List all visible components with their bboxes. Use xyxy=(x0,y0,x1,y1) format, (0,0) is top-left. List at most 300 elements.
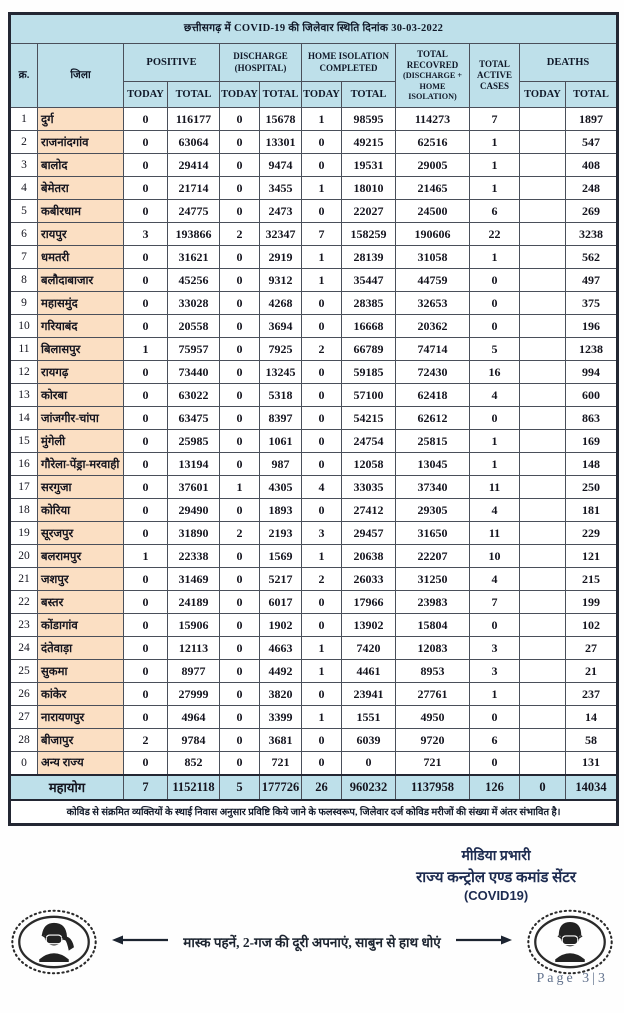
value-cell: 408 xyxy=(566,154,618,177)
value-cell: 0 xyxy=(124,315,168,338)
value-cell: 1061 xyxy=(260,430,302,453)
value-cell xyxy=(520,683,566,706)
value-cell: 3455 xyxy=(260,177,302,200)
value-cell: 131 xyxy=(566,752,618,775)
value-cell: 181 xyxy=(566,499,618,522)
value-cell: 9720 xyxy=(396,729,470,752)
value-cell: 148 xyxy=(566,453,618,476)
value-cell: 27 xyxy=(566,637,618,660)
value-cell: 116177 xyxy=(168,108,220,131)
value-cell: 25985 xyxy=(168,430,220,453)
signature-covid19: (COVID19) xyxy=(463,888,529,903)
serial-cell: 28 xyxy=(10,729,38,752)
serial-cell: 24 xyxy=(10,637,38,660)
value-cell: 22207 xyxy=(396,545,470,568)
value-cell: 32347 xyxy=(260,223,302,246)
value-cell: 497 xyxy=(566,269,618,292)
value-cell xyxy=(520,361,566,384)
value-cell: 114273 xyxy=(396,108,470,131)
value-cell: 0 xyxy=(124,200,168,223)
district-cell: जशपुर xyxy=(38,568,124,591)
district-cell: सुकमा xyxy=(38,660,124,683)
header-discharge-total: TOTAL xyxy=(260,82,302,108)
banner-message: मास्क पहनें, 2-गज की दूरी अपनाएं, साबुन से हाथ धोएं xyxy=(183,935,441,950)
value-cell xyxy=(520,430,566,453)
value-cell: 2 xyxy=(220,522,260,545)
table-row xyxy=(10,637,618,660)
value-cell xyxy=(520,407,566,430)
value-cell: 15906 xyxy=(168,614,220,637)
value-cell xyxy=(520,545,566,568)
value-cell: 0 xyxy=(220,338,260,361)
serial-cell: 21 xyxy=(10,568,38,591)
table-row xyxy=(10,568,618,591)
table-row xyxy=(10,269,618,292)
value-cell: 0 xyxy=(220,361,260,384)
value-cell: 24189 xyxy=(168,591,220,614)
value-cell: 5318 xyxy=(260,384,302,407)
value-cell: 20638 xyxy=(342,545,396,568)
signature-org: राज्य कन्ट्रोल एण्ड कमांड सेंटर xyxy=(416,870,576,886)
serial-cell: 25 xyxy=(10,660,38,683)
header-home-isolation: HOME ISOLATION COMPLETED xyxy=(302,44,396,82)
district-cell: रायगढ़ xyxy=(38,361,124,384)
value-cell: 1 xyxy=(302,269,342,292)
value-cell: 158259 xyxy=(342,223,396,246)
total-deaths-today: 0 xyxy=(520,775,566,800)
value-cell: 196 xyxy=(566,315,618,338)
table-row xyxy=(10,200,618,223)
value-cell: 11 xyxy=(470,522,520,545)
value-cell: 0 xyxy=(220,246,260,269)
header-deaths-today: TODAY xyxy=(520,82,566,108)
value-cell: 562 xyxy=(566,246,618,269)
value-cell: 0 xyxy=(220,683,260,706)
serial-cell: 13 xyxy=(10,384,38,407)
total-positive-today: 7 xyxy=(124,775,168,800)
value-cell: 0 xyxy=(220,292,260,315)
district-cell: सरगुजा xyxy=(38,476,124,499)
value-cell: 4 xyxy=(470,384,520,407)
serial-cell: 15 xyxy=(10,430,38,453)
value-cell: 0 xyxy=(220,614,260,637)
value-cell: 27761 xyxy=(396,683,470,706)
header-deaths: DEATHS xyxy=(520,44,618,82)
value-cell: 0 xyxy=(124,660,168,683)
table-row xyxy=(10,545,618,568)
value-cell: 29305 xyxy=(396,499,470,522)
serial-cell: 11 xyxy=(10,338,38,361)
value-cell: 0 xyxy=(124,407,168,430)
serial-cell: 10 xyxy=(10,315,38,338)
value-cell xyxy=(520,453,566,476)
serial-cell: 16 xyxy=(10,453,38,476)
value-cell: 63475 xyxy=(168,407,220,430)
value-cell xyxy=(520,338,566,361)
value-cell xyxy=(520,292,566,315)
value-cell: 15804 xyxy=(396,614,470,637)
value-cell: 1238 xyxy=(566,338,618,361)
value-cell: 23941 xyxy=(342,683,396,706)
value-cell: 0 xyxy=(124,706,168,729)
value-cell xyxy=(520,269,566,292)
district-cell: बीजापुर xyxy=(38,729,124,752)
value-cell: 0 xyxy=(220,729,260,752)
value-cell: 1 xyxy=(470,177,520,200)
value-cell: 1 xyxy=(302,246,342,269)
value-cell xyxy=(520,637,566,660)
value-cell xyxy=(520,177,566,200)
value-cell: 852 xyxy=(168,752,220,775)
value-cell: 31650 xyxy=(396,522,470,545)
value-cell: 16668 xyxy=(342,315,396,338)
value-cell: 28139 xyxy=(342,246,396,269)
value-cell xyxy=(520,315,566,338)
value-cell: 18010 xyxy=(342,177,396,200)
value-cell: 21714 xyxy=(168,177,220,200)
value-cell: 58 xyxy=(566,729,618,752)
value-cell: 4268 xyxy=(260,292,302,315)
value-cell: 7925 xyxy=(260,338,302,361)
value-cell: 547 xyxy=(566,131,618,154)
value-cell: 229 xyxy=(566,522,618,545)
value-cell: 0 xyxy=(220,499,260,522)
total-deaths-total: 14034 xyxy=(566,775,618,800)
value-cell: 0 xyxy=(470,315,520,338)
value-cell: 0 xyxy=(220,200,260,223)
table-row xyxy=(10,453,618,476)
value-cell: 0 xyxy=(302,614,342,637)
value-cell: 0 xyxy=(124,568,168,591)
table-row xyxy=(10,108,618,131)
district-cell: बस्तर xyxy=(38,591,124,614)
serial-cell: 7 xyxy=(10,246,38,269)
table-row xyxy=(10,499,618,522)
header-positive-today: TODAY xyxy=(124,82,168,108)
total-discharge-total: 177726 xyxy=(260,775,302,800)
serial-cell: 6 xyxy=(10,223,38,246)
value-cell xyxy=(520,200,566,223)
table-row xyxy=(10,131,618,154)
serial-cell: 5 xyxy=(10,200,38,223)
value-cell: 31469 xyxy=(168,568,220,591)
value-cell: 31621 xyxy=(168,246,220,269)
value-cell: 13045 xyxy=(396,453,470,476)
value-cell: 13194 xyxy=(168,453,220,476)
value-cell: 0 xyxy=(220,752,260,775)
value-cell: 0 xyxy=(220,384,260,407)
value-cell: 0 xyxy=(302,407,342,430)
value-cell: 8397 xyxy=(260,407,302,430)
value-cell: 2473 xyxy=(260,200,302,223)
value-cell: 1 xyxy=(470,453,520,476)
district-cell: जांजगीर-चांपा xyxy=(38,407,124,430)
table-row xyxy=(10,614,618,637)
value-cell: 54215 xyxy=(342,407,396,430)
table-row xyxy=(10,729,618,752)
value-cell: 0 xyxy=(470,407,520,430)
value-cell xyxy=(520,246,566,269)
value-cell: 1 xyxy=(302,108,342,131)
value-cell: 0 xyxy=(124,154,168,177)
total-homeiso-today: 26 xyxy=(302,775,342,800)
value-cell: 4663 xyxy=(260,637,302,660)
table-row xyxy=(10,315,618,338)
header-discharge-today: TODAY xyxy=(220,82,260,108)
value-cell: 3 xyxy=(302,522,342,545)
value-cell: 1 xyxy=(470,154,520,177)
value-cell: 1 xyxy=(302,637,342,660)
value-cell: 0 xyxy=(220,706,260,729)
value-cell: 0 xyxy=(124,614,168,637)
value-cell: 21465 xyxy=(396,177,470,200)
value-cell: 1 xyxy=(470,430,520,453)
table-row xyxy=(10,407,618,430)
value-cell: 0 xyxy=(124,591,168,614)
value-cell: 0 xyxy=(124,269,168,292)
value-cell: 1 xyxy=(302,660,342,683)
serial-cell: 0 xyxy=(10,752,38,775)
table-row xyxy=(10,752,618,775)
header-homeiso-today: TODAY xyxy=(302,82,342,108)
value-cell: 1 xyxy=(124,338,168,361)
header-total-active: TOTAL ACTIVE CASES xyxy=(470,44,520,108)
district-cell: मुंगेली xyxy=(38,430,124,453)
value-cell: 27999 xyxy=(168,683,220,706)
value-cell: 6 xyxy=(470,200,520,223)
value-cell: 19531 xyxy=(342,154,396,177)
value-cell: 0 xyxy=(302,131,342,154)
serial-cell: 17 xyxy=(10,476,38,499)
value-cell: 12113 xyxy=(168,637,220,660)
value-cell: 24775 xyxy=(168,200,220,223)
signature-title: मीडिया प्रभारी xyxy=(461,849,531,864)
value-cell: 35447 xyxy=(342,269,396,292)
value-cell xyxy=(520,499,566,522)
value-cell: 1551 xyxy=(342,706,396,729)
value-cell: 0 xyxy=(220,315,260,338)
value-cell: 0 xyxy=(220,591,260,614)
district-cell: अन्य राज्य xyxy=(38,752,124,775)
table-row xyxy=(10,223,618,246)
serial-cell: 2 xyxy=(10,131,38,154)
value-cell: 4 xyxy=(470,568,520,591)
value-cell: 75957 xyxy=(168,338,220,361)
value-cell: 0 xyxy=(124,361,168,384)
value-cell: 31058 xyxy=(396,246,470,269)
value-cell: 2193 xyxy=(260,522,302,545)
value-cell: 13301 xyxy=(260,131,302,154)
value-cell: 0 xyxy=(302,200,342,223)
district-cell: सूरजपुर xyxy=(38,522,124,545)
value-cell: 32653 xyxy=(396,292,470,315)
district-cell: कोरिया xyxy=(38,499,124,522)
value-cell xyxy=(520,660,566,683)
value-cell: 0 xyxy=(302,361,342,384)
value-cell: 10 xyxy=(470,545,520,568)
value-cell: 1902 xyxy=(260,614,302,637)
header-positive-total: TOTAL xyxy=(168,82,220,108)
value-cell: 4 xyxy=(470,499,520,522)
value-cell: 6039 xyxy=(342,729,396,752)
serial-cell: 23 xyxy=(10,614,38,637)
value-cell: 37340 xyxy=(396,476,470,499)
district-cell: बलरामपुर xyxy=(38,545,124,568)
value-cell xyxy=(520,752,566,775)
value-cell xyxy=(520,476,566,499)
value-cell: 2 xyxy=(302,338,342,361)
value-cell: 375 xyxy=(566,292,618,315)
district-cell: राजनांदगांव xyxy=(38,131,124,154)
serial-cell: 27 xyxy=(10,706,38,729)
value-cell: 1893 xyxy=(260,499,302,522)
value-cell: 0 xyxy=(124,637,168,660)
value-cell: 26033 xyxy=(342,568,396,591)
page-number: Page 3|3 xyxy=(536,971,608,986)
value-cell: 0 xyxy=(124,384,168,407)
value-cell: 29005 xyxy=(396,154,470,177)
value-cell: 73440 xyxy=(168,361,220,384)
district-cell: बेमेतरा xyxy=(38,177,124,200)
value-cell: 4 xyxy=(302,476,342,499)
table-row xyxy=(10,177,618,200)
page-title: छत्तीसगढ़ में COVID-19 की जिलेवार स्थिति दिनांक 30-03-2022 xyxy=(10,14,618,44)
value-cell xyxy=(520,568,566,591)
value-cell: 63064 xyxy=(168,131,220,154)
serial-cell: 12 xyxy=(10,361,38,384)
value-cell: 863 xyxy=(566,407,618,430)
value-cell: 37601 xyxy=(168,476,220,499)
value-cell: 169 xyxy=(566,430,618,453)
value-cell: 1 xyxy=(124,545,168,568)
district-cell: बलौदाबाजार xyxy=(38,269,124,292)
table-row xyxy=(10,430,618,453)
value-cell: 3694 xyxy=(260,315,302,338)
serial-cell: 18 xyxy=(10,499,38,522)
value-cell: 0 xyxy=(220,269,260,292)
header-discharge: DISCHARGE (HOSPITAL) xyxy=(220,44,302,82)
value-cell: 74714 xyxy=(396,338,470,361)
value-cell: 0 xyxy=(220,177,260,200)
value-cell: 0 xyxy=(124,522,168,545)
value-cell xyxy=(520,108,566,131)
value-cell xyxy=(520,384,566,407)
serial-cell: 4 xyxy=(10,177,38,200)
value-cell: 1 xyxy=(470,683,520,706)
value-cell: 0 xyxy=(302,430,342,453)
table-row xyxy=(10,361,618,384)
district-cell: कबीरधाम xyxy=(38,200,124,223)
value-cell: 0 xyxy=(302,499,342,522)
value-cell: 269 xyxy=(566,200,618,223)
value-cell: 62418 xyxy=(396,384,470,407)
value-cell: 7 xyxy=(470,108,520,131)
value-cell: 12083 xyxy=(396,637,470,660)
district-cell: कोंडागांव xyxy=(38,614,124,637)
value-cell: 0 xyxy=(124,246,168,269)
value-cell: 7 xyxy=(470,591,520,614)
district-cell: रायपुर xyxy=(38,223,124,246)
value-cell: 237 xyxy=(566,683,618,706)
value-cell: 190606 xyxy=(396,223,470,246)
value-cell: 20362 xyxy=(396,315,470,338)
mask-banner xyxy=(10,909,614,975)
value-cell: 9784 xyxy=(168,729,220,752)
masked-woman-icon xyxy=(10,909,98,975)
value-cell: 4305 xyxy=(260,476,302,499)
value-cell: 45256 xyxy=(168,269,220,292)
value-cell: 1 xyxy=(470,246,520,269)
arrow-right-icon xyxy=(454,933,512,951)
value-cell: 20558 xyxy=(168,315,220,338)
value-cell: 9474 xyxy=(260,154,302,177)
value-cell: 721 xyxy=(260,752,302,775)
value-cell: 0 xyxy=(124,683,168,706)
value-cell xyxy=(520,223,566,246)
value-cell: 6 xyxy=(470,729,520,752)
total-positive-total: 1152118 xyxy=(168,775,220,800)
value-cell: 23983 xyxy=(396,591,470,614)
value-cell: 0 xyxy=(124,499,168,522)
value-cell: 0 xyxy=(124,752,168,775)
value-cell: 0 xyxy=(124,476,168,499)
value-cell: 3238 xyxy=(566,223,618,246)
covid-bulletin-page xyxy=(0,12,624,1013)
value-cell: 987 xyxy=(260,453,302,476)
value-cell: 193866 xyxy=(168,223,220,246)
masked-man-icon xyxy=(526,909,614,975)
value-cell: 11 xyxy=(470,476,520,499)
serial-cell: 22 xyxy=(10,591,38,614)
value-cell: 27412 xyxy=(342,499,396,522)
value-cell: 0 xyxy=(220,131,260,154)
value-cell: 1 xyxy=(470,131,520,154)
value-cell: 8977 xyxy=(168,660,220,683)
value-cell: 21 xyxy=(566,660,618,683)
value-cell: 62516 xyxy=(396,131,470,154)
value-cell: 0 xyxy=(220,108,260,131)
value-cell: 199 xyxy=(566,591,618,614)
serial-cell: 9 xyxy=(10,292,38,315)
value-cell: 250 xyxy=(566,476,618,499)
value-cell: 0 xyxy=(220,637,260,660)
district-cell: महासमुंद xyxy=(38,292,124,315)
value-cell: 5 xyxy=(470,338,520,361)
value-cell xyxy=(520,154,566,177)
header-homeiso-total: TOTAL xyxy=(342,82,396,108)
value-cell: 28385 xyxy=(342,292,396,315)
value-cell: 0 xyxy=(220,660,260,683)
value-cell: 33028 xyxy=(168,292,220,315)
district-cell: गौरेला-पेंड्रा-मरवाही xyxy=(38,453,124,476)
table-row xyxy=(10,154,618,177)
value-cell: 0 xyxy=(302,154,342,177)
value-cell: 2 xyxy=(302,568,342,591)
table-row xyxy=(10,338,618,361)
value-cell: 0 xyxy=(470,614,520,637)
table-row xyxy=(10,591,618,614)
value-cell: 1 xyxy=(220,476,260,499)
district-cell: नारायणपुर xyxy=(38,706,124,729)
value-cell: 0 xyxy=(342,752,396,775)
table-row xyxy=(10,292,618,315)
value-cell: 0 xyxy=(124,430,168,453)
grand-total-row xyxy=(10,775,618,800)
value-cell: 13245 xyxy=(260,361,302,384)
value-cell: 3399 xyxy=(260,706,302,729)
value-cell: 33035 xyxy=(342,476,396,499)
value-cell: 994 xyxy=(566,361,618,384)
